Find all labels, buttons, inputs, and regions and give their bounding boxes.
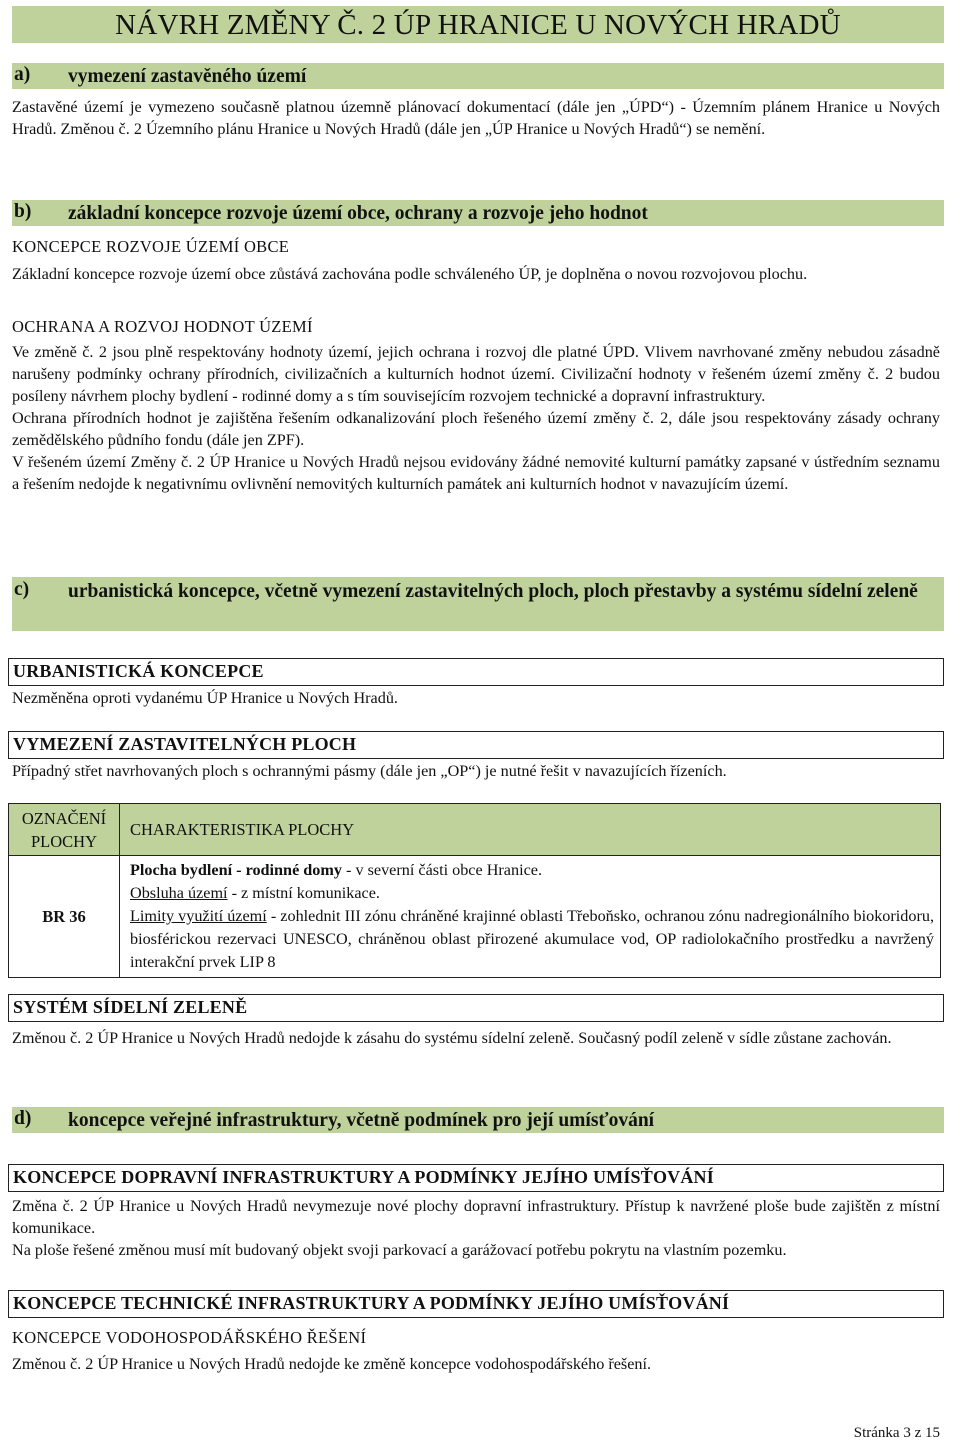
- system-zelene-text: Změnou č. 2 ÚP Hranice u Nových Hradů nedojde k zásahu do systému sídelní zeleně. Současný podíl zeleně v sídle zůstane zachován.: [12, 1029, 892, 1047]
- dopravni-paragraph-2: Na ploše řešené změnou musí mít budovaný objekt svoji parkovací a garážovací potřebu pokrytu na vlastním pozemku.: [12, 1241, 787, 1259]
- section-d-title: koncepce veřejné infrastruktury, včetně podmínek pro její umísťování: [68, 1110, 655, 1131]
- section-a-title: vymezení zastavěného území: [68, 66, 307, 87]
- vymezeni-ploch-text: Případný střet navrhovaných ploch s ochrannými pásmy (dále jen „OP“) je nutné řešit v navazujících řízeních.: [12, 762, 727, 780]
- urbanisticka-koncepce-text: Nezměněna oproti vydanému ÚP Hranice u Nových Hradů.: [12, 689, 398, 707]
- plochy-table: [8, 803, 941, 978]
- page-number: Stránka 3 z 15: [853, 1425, 940, 1441]
- ochrana-paragraph-3: V řešeném území Změny č. 2 ÚP Hranice u Nových Hradů nejsou evidovány žádné nemovité kulturní památky zapsané v ústředním seznamu a řešením nedojde k negativnímu ovlivnění nemovitých kulturních památek ani kulturních hodnot v navazujícím území.: [12, 453, 940, 493]
- section-c-title: urbanistická koncepce, včetně vymezení zastavitelných ploch, ploch přestavby a systému sídelní zeleně: [68, 581, 918, 602]
- section-d-letter: d): [14, 1108, 32, 1129]
- section-c-letter: c): [14, 579, 30, 600]
- dopravni-paragraph-1: Změna č. 2 ÚP Hranice u Nových Hradů nevymezuje nové plochy dopravní infrastruktury. Přístup k navržené ploše bude zajištěn z místní komunikace.: [12, 1197, 940, 1237]
- table-characteristics: [120, 856, 941, 978]
- ochrana-paragraph-2: Ochrana přírodních hodnot je zajištěna řešením odkanalizování ploch řešeného území změny č. 2, dále jsou respektovány zásady ochrany zemědělského půdního fondu (dále jen ZPF).: [12, 409, 940, 449]
- section-b-title: základní koncepce rozvoje území obce, ochrany a rozvoje jeho hodnot: [68, 203, 648, 224]
- table-header-charakteristika: CHARAKTERISTIKA PLOCHY: [120, 804, 941, 856]
- system-zelene-heading: SYSTÉM SÍDELNÍ ZELENĚ: [8, 994, 944, 1022]
- section-c-header: [12, 577, 944, 631]
- vymezeni-ploch-heading: VYMEZENÍ ZASTAVITELNÝCH PLOCH: [8, 731, 944, 759]
- char-line-3: Limity využití území - zohlednit III zónu chráněné krajinné oblasti Třeboňsko, ochranou zónu nadregionálního biokoridoru, biosférickou rezervaci UNESCO, chráněnou oblast přirozené akumulace vod, OP radiolokačního prostředku a navržený interakční prvek LIP 8: [130, 907, 934, 971]
- char-line-1: Plocha bydlení - rodinné domy - v severní části obce Hranice.: [130, 861, 542, 879]
- koncepce-rozvoje-text: Základní koncepce rozvoje území obce zůstává zachována podle schváleného ÚP, je doplněna o novou rozvojovou plochu.: [12, 265, 808, 283]
- vodohospodarske-reseni-text: Změnou č. 2 ÚP Hranice u Nových Hradů nedojde ke změně koncepce vodohospodářského řešení.: [12, 1355, 652, 1373]
- section-a-letter: a): [14, 64, 31, 85]
- section-d-header: [12, 1107, 944, 1133]
- koncepce-rozvoje-label: KONCEPCE ROZVOJE ÚZEMÍ OBCE: [12, 237, 290, 256]
- section-a-paragraph: Zastavěné území je vymezeno současně platnou územně plánovací dokumentací (dále jen „ÚPD“) - Územním plánem Hranice u Nových Hradů. Změnou č. 2 Územního plánu Hranice u Nových Hradů (dále jen „ÚP Hranice u Nových Hradů“) se nemění.: [12, 98, 940, 138]
- ochrana-paragraph-1: Ve změně č. 2 jsou plně respektovány hodnoty území, jejich ochrana i rozvoj dle platné ÚPD. Vlivem navrhované změny nebudou zásadně narušeny podmínky ochrany přírodních, civilizačních a kulturních hodnot území. Civilizační hodnoty v řešeném území změny č. 2 budou posíleny návrhem plochy bydlení - rodinné domy a s tím souvisejícím rozvojem technické a dopravní infrastruktury.: [12, 343, 940, 405]
- dopravni-infrastruktura-heading: KONCEPCE DOPRAVNÍ INFRASTRUKTURY A PODMÍNKY JEJÍHO UMÍSŤOVÁNÍ: [8, 1164, 944, 1192]
- section-a-header: [12, 63, 944, 89]
- vodohospodarske-reseni-label: KONCEPCE VODOHOSPODÁŘSKÉHO ŘEŠENÍ: [12, 1328, 367, 1347]
- ochrana-hodnot-text: [12, 341, 940, 495]
- table-area-code: BR 36: [9, 856, 120, 978]
- dopravni-infrastruktura-text: [12, 1195, 940, 1261]
- char-line-2: Obsluha území - z místní komunikace.: [130, 884, 380, 902]
- section-b-header: [12, 200, 944, 226]
- section-b-letter: b): [14, 201, 32, 222]
- table-header-oznaceni: OZNAČENÍ PLOCHY: [9, 804, 120, 856]
- document-title-band: [12, 6, 944, 43]
- ochrana-hodnot-label: OCHRANA A ROZVOJ HODNOT ÚZEMÍ: [12, 317, 313, 336]
- technicka-infrastruktura-heading: KONCEPCE TECHNICKÉ INFRASTRUKTURY A PODMÍNKY JEJÍHO UMÍSŤOVÁNÍ: [8, 1290, 944, 1318]
- urbanisticka-koncepce-heading: URBANISTICKÁ KONCEPCE: [8, 658, 944, 686]
- document-title: NÁVRH ZMĚNY Č. 2 ÚP HRANICE U NOVÝCH HRADŮ: [115, 9, 841, 41]
